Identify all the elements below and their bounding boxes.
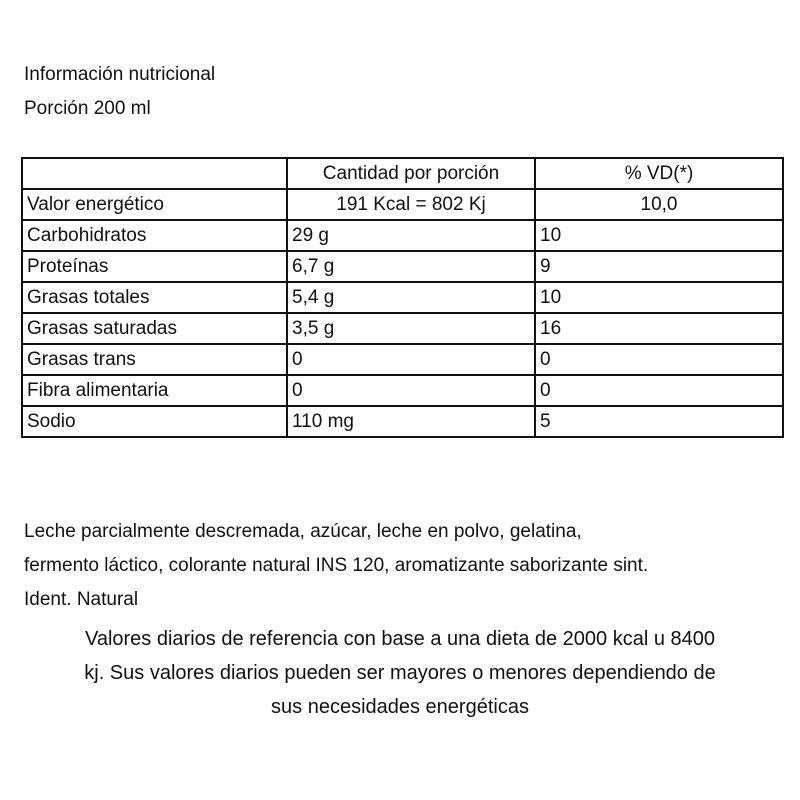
nutrient-label: Fibra alimentaria	[22, 375, 287, 406]
nutrient-amount: 191 Kcal = 802 Kj	[287, 189, 535, 220]
ingredients-line: fermento láctico, colorante natural INS 120, aromatizante saborizante sint.	[24, 555, 649, 576]
table-row	[22, 282, 783, 313]
table-row	[22, 251, 783, 282]
nutrient-label: Carbohidratos	[22, 220, 287, 251]
nutrition-table	[21, 157, 784, 438]
nutrient-amount: 29 g	[287, 220, 535, 251]
nutrient-label: Sodio	[22, 406, 287, 437]
ingredients-text	[24, 515, 784, 617]
nutrient-amount: 6,7 g	[287, 251, 535, 282]
header-cell-amount: Cantidad por porción	[287, 158, 535, 189]
disclaimer-line: kj. Sus valores diarios pueden ser mayores o menores dependiendo de	[84, 662, 716, 684]
nutrient-label: Grasas totales	[22, 282, 287, 313]
nutrient-amount: 3,5 g	[287, 313, 535, 344]
table-header-row	[22, 158, 783, 189]
nutrition-info-title: Información nutricional	[24, 64, 216, 85]
nutrient-amount: 0	[287, 375, 535, 406]
daily-values-disclaimer	[14, 622, 786, 724]
table-row	[22, 406, 783, 437]
nutrient-vd: 10,0	[535, 189, 783, 220]
disclaimer-line: Valores diarios de referencia con base a una dieta de 2000 kcal u 8400	[84, 628, 716, 650]
table-row-energy	[22, 189, 783, 220]
header-cell-empty	[22, 158, 287, 189]
nutrient-vd: 10	[535, 220, 783, 251]
nutrient-vd: 10	[535, 282, 783, 313]
ingredients-line: Ident. Natural	[24, 589, 139, 610]
table-row	[22, 313, 783, 344]
nutrient-label: Grasas trans	[22, 344, 287, 375]
table-row	[22, 375, 783, 406]
nutrient-amount: 0	[287, 344, 535, 375]
nutrient-label: Proteínas	[22, 251, 287, 282]
nutrient-amount: 110 mg	[287, 406, 535, 437]
ingredients-line: Leche parcialmente descremada, azúcar, leche en polvo, gelatina,	[24, 521, 582, 542]
nutrient-label: Grasas saturadas	[22, 313, 287, 344]
nutrient-vd: 16	[535, 313, 783, 344]
table-row	[22, 344, 783, 375]
nutrient-label: Valor energético	[22, 189, 287, 220]
nutrient-vd: 5	[535, 406, 783, 437]
nutrient-vd: 0	[535, 375, 783, 406]
table-row	[22, 220, 783, 251]
disclaimer-line: sus necesidades energéticas	[271, 696, 529, 718]
nutrient-vd: 0	[535, 344, 783, 375]
header-cell-vd: % VD(*)	[535, 158, 783, 189]
nutrient-amount: 5,4 g	[287, 282, 535, 313]
portion-size: Porción 200 ml	[24, 98, 151, 119]
nutrient-vd: 9	[535, 251, 783, 282]
